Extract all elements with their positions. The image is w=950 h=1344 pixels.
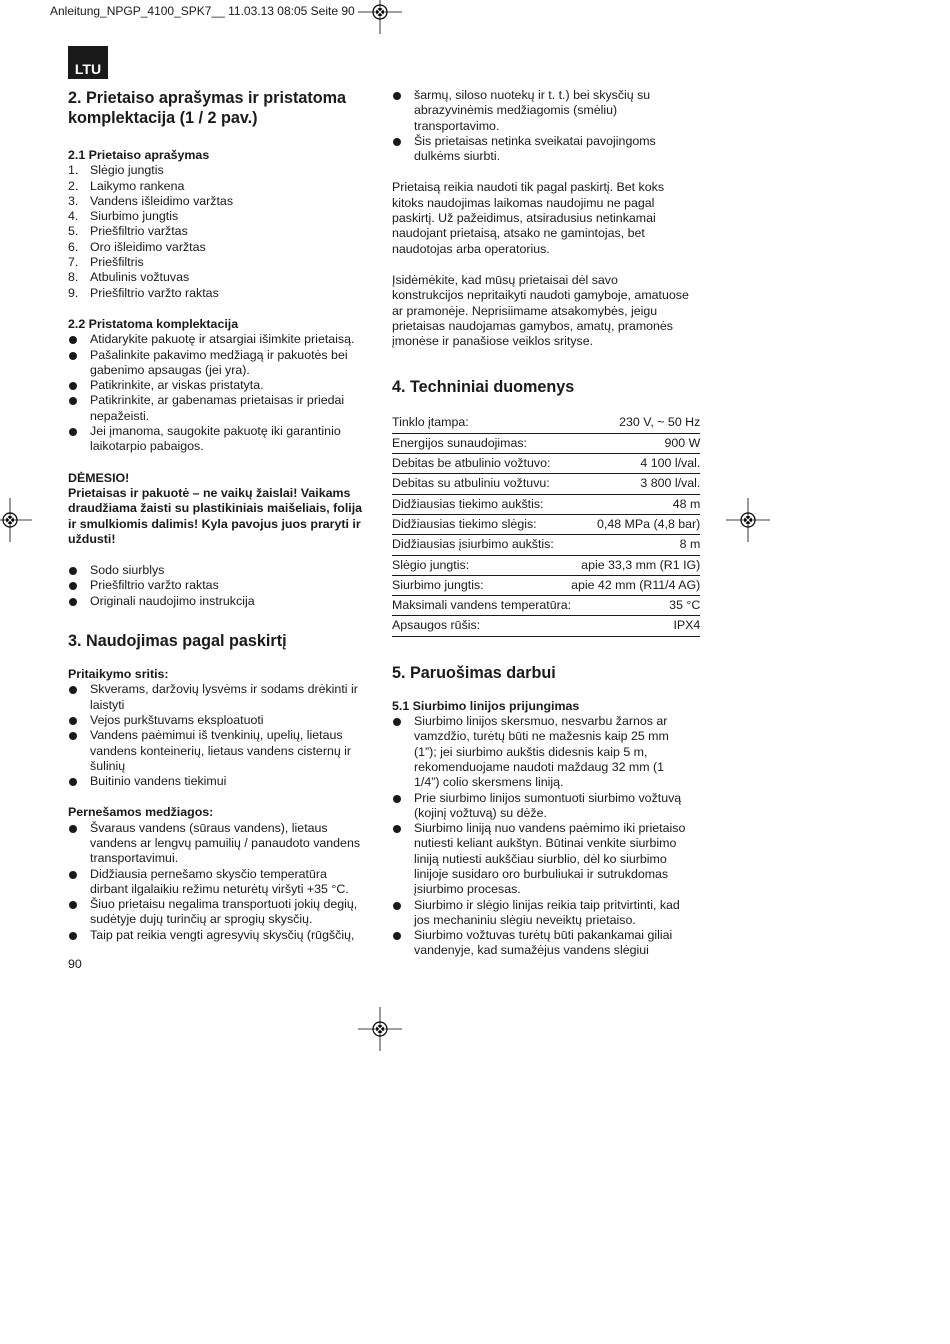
- scope-title: Pritaikymo sritis:: [68, 667, 169, 682]
- list-item: Šiuo prietaisu negalima transportuoti jokių degių, sudėtyje dujų turinčių ar sprogių skysčių.: [68, 897, 368, 928]
- section-4-title: 4. Techniniai duomenys: [392, 378, 575, 397]
- list-item: 9. Priešfiltrio varžto raktas: [68, 285, 219, 300]
- delivery-steps-list: [68, 332, 368, 454]
- list-item: Priešfiltrio varžto raktas: [68, 578, 368, 593]
- print-header: Anleitung_NPGP_4100_SPK7__ 11.03.13 08:05 Seite 90: [50, 4, 355, 18]
- contents-list: [68, 563, 368, 609]
- page-number: 90: [68, 957, 82, 971]
- list-item: Pašalinkite pakavimo medžiagą ir pakuotės bei gabenimo apsaugas (jei yra).: [68, 348, 368, 379]
- list-item: Originali naudojimo instrukcija: [68, 594, 368, 609]
- media-title: Pernešamos medžiagos:: [68, 805, 214, 820]
- table-row: Didžiausias įsiurbimo aukštis: 8 m: [392, 535, 700, 555]
- warning-text: Prietaisas ir pakuotė – ne vaikų žaislai! Vaikams draudžiama žaisti su plastikiniais maišeliais, folija ir smulkiomis dalimis! Kyla pavojus juos praryti ir uždusti!: [68, 485, 363, 546]
- list-item: Prie siurbimo linijos sumontuoti siurbimo vožtuvą (kojinį vožtuvą) su dėže.: [392, 791, 692, 822]
- table-row: Apsaugos rūšis: IPX4: [392, 616, 700, 636]
- table-row: Debitas be atbulinio vožtuvo: 4 100 l/val.: [392, 454, 700, 474]
- registration-mark-bottom-icon: [358, 1007, 402, 1051]
- language-tab: LTU: [68, 46, 108, 79]
- section-3-title: 3. Naudojimas pagal paskirtį: [68, 632, 287, 651]
- table-row: Debitas su atbuliniu vožtuvu: 3 800 l/val.: [392, 474, 700, 494]
- media-list-part2: [392, 88, 692, 164]
- right-column: [392, 88, 701, 959]
- list-item: 3. Vandens išleidimo varžtas: [68, 193, 234, 208]
- list-item: Siurbimo linijos skersmuo, nesvarbu žarnos ar vamzdžio, turėtų būti ne mažesnis kaip 25 mm (1”); jei siurbimo aukštis didesnis kaip 5 m, rekomenduojame naudoti maždaug 32 mm (1 1/4”) colio skersmens liniją.: [392, 714, 692, 790]
- suction-line-list: [392, 714, 692, 959]
- list-item: Patikrinkite, ar gabenamas prietaisas ir priedai nepažeisti.: [68, 393, 368, 424]
- list-item: 7. Priešfiltris: [68, 255, 144, 270]
- table-row: Maksimali vandens temperatūra: 35 °C: [392, 596, 700, 616]
- list-item: Patikrinkite, ar viskas pristatyta.: [68, 378, 368, 393]
- list-item-continued: šarmų, siloso nuotekų ir t. t.) bei skysčių su abrazyvinėmis medžiagomis (smėliu) transportavimo.: [392, 88, 692, 134]
- parts-list: [68, 163, 368, 301]
- warning-title: DĖMESIO!: [68, 470, 130, 485]
- table-row: Siurbimo jungtis: apie 42 mm (R11/4 AG): [392, 575, 700, 595]
- list-item: Skverams, daržovių lysvėms ir sodams drėkinti ir laistyti: [68, 682, 368, 713]
- media-list-part1: [68, 821, 368, 943]
- section-2-2-title: 2.2 Pristatoma komplektacija: [68, 316, 239, 331]
- scope-list: [68, 682, 368, 789]
- list-item: Šis prietaisas netinka sveikatai pavojingoms dulkėms siurbti.: [392, 134, 692, 165]
- list-item: 2. Laikymo rankena: [68, 178, 185, 193]
- technical-data-table: [392, 413, 700, 636]
- registration-mark-right-icon: [726, 498, 770, 542]
- list-item: Atidarykite pakuotę ir atsargiai išimkite prietaisą.: [68, 332, 368, 347]
- list-item: 1. Slėgio jungtis: [68, 163, 164, 178]
- section-2-title: 2. Prietaiso aprašymas ir pristatoma komplektacija (1 / 2 pav.): [68, 89, 347, 127]
- list-item: 4. Siurbimo jungtis: [68, 209, 179, 224]
- left-column: [68, 88, 368, 943]
- list-item: Jei įmanoma, saugokite pakuotę iki garantinio laikotarpio pabaigos.: [68, 424, 368, 455]
- table-row: Didžiausias tiekimo slėgis: 0,48 MPa (4,8 bar): [392, 514, 700, 534]
- section-5-1-title: 5.1 Siurbimo linijos prijungimas: [392, 698, 580, 713]
- list-item: Buitinio vandens tiekimui: [68, 774, 368, 789]
- list-item: Siurbimo vožtuvas turėtų būti pakankamai giliai vandenyje, kad sumažėjus vandens slėgiui: [392, 928, 692, 959]
- list-item: Taip pat reikia vengti agresyvių skysčių (rūgščių,: [68, 928, 368, 943]
- list-item: 6. Oro išleidimo varžtas: [68, 239, 206, 254]
- intended-use-paragraph: Prietaisą reikia naudoti tik pagal paskirtį. Bet koks kitoks naudojimas laikomas naudojimu ne pagal paskirtį. Už pažeidimus, atsiradusius netinkamai naudojant prietaisą, atsako ne gamintojas, bet naudotojas arba operatorius.: [392, 180, 665, 256]
- table-row: Slėgio jungtis: apie 33,3 mm (R1 IG): [392, 555, 700, 575]
- list-item: Didžiausia pernešamo skysčio temperatūra dirbant ilgalaikiu režimu neturėtų viršyti +35 °C.: [68, 867, 368, 898]
- list-item: Sodo siurblys: [68, 563, 368, 578]
- table-row: Tinklo įtampa: 230 V, ~ 50 Hz: [392, 413, 700, 433]
- list-item: 5. Priešfiltrio varžtas: [68, 224, 188, 239]
- section-2-1-title: 2.1 Prietaiso aprašymas: [68, 148, 210, 162]
- table-row: Didžiausias tiekimo aukštis: 48 m: [392, 494, 700, 514]
- list-item: Švaraus vandens (sūraus vandens), lietaus vandens ar lengvų pamuilių / panaudoto vandens transportavimui.: [68, 821, 368, 867]
- liability-paragraph: Įsidėmėkite, kad mūsų prietaisai dėl savo konstrukcijos nepritaikyti naudoti gamyboje, amatuose ar pramonėje. Neprisiimame atsakomybės, jeigu prietaisas naudojamas gamybos, amatų, pramonės įmonėse ir panašiose veiklos srityse.: [392, 272, 689, 349]
- list-item: Siurbimo ir slėgio linijas reikia taip pritvirtinti, kad jos mechaniniu slėgiu neveiktų prietaiso.: [392, 898, 692, 929]
- registration-mark-top-icon: [358, 0, 402, 34]
- list-item: Vandens paėmimui iš tvenkinių, upelių, lietaus vandens konteinerių, lietaus vandens cisternų ir šulinių: [68, 728, 368, 774]
- table-row: Energijos sunaudojimas: 900 W: [392, 433, 700, 453]
- registration-mark-left-icon: [0, 498, 32, 542]
- section-5-title: 5. Paruošimas darbui: [392, 663, 556, 682]
- list-item: Vejos purkštuvams eksploatuoti: [68, 713, 368, 728]
- list-item: Siurbimo liniją nuo vandens paėmimo iki prietaiso nutiesti keliant aukštyn. Būtinai venkite siurbimo liniją nutiesti aukščiau siurblio, dėl ko siurbimo linijoje susidaro oro burbuliukai ir sutrukdomas įsiurbimo procesas.: [392, 821, 692, 897]
- list-item: 8. Atbulinis vožtuvas: [68, 270, 190, 285]
